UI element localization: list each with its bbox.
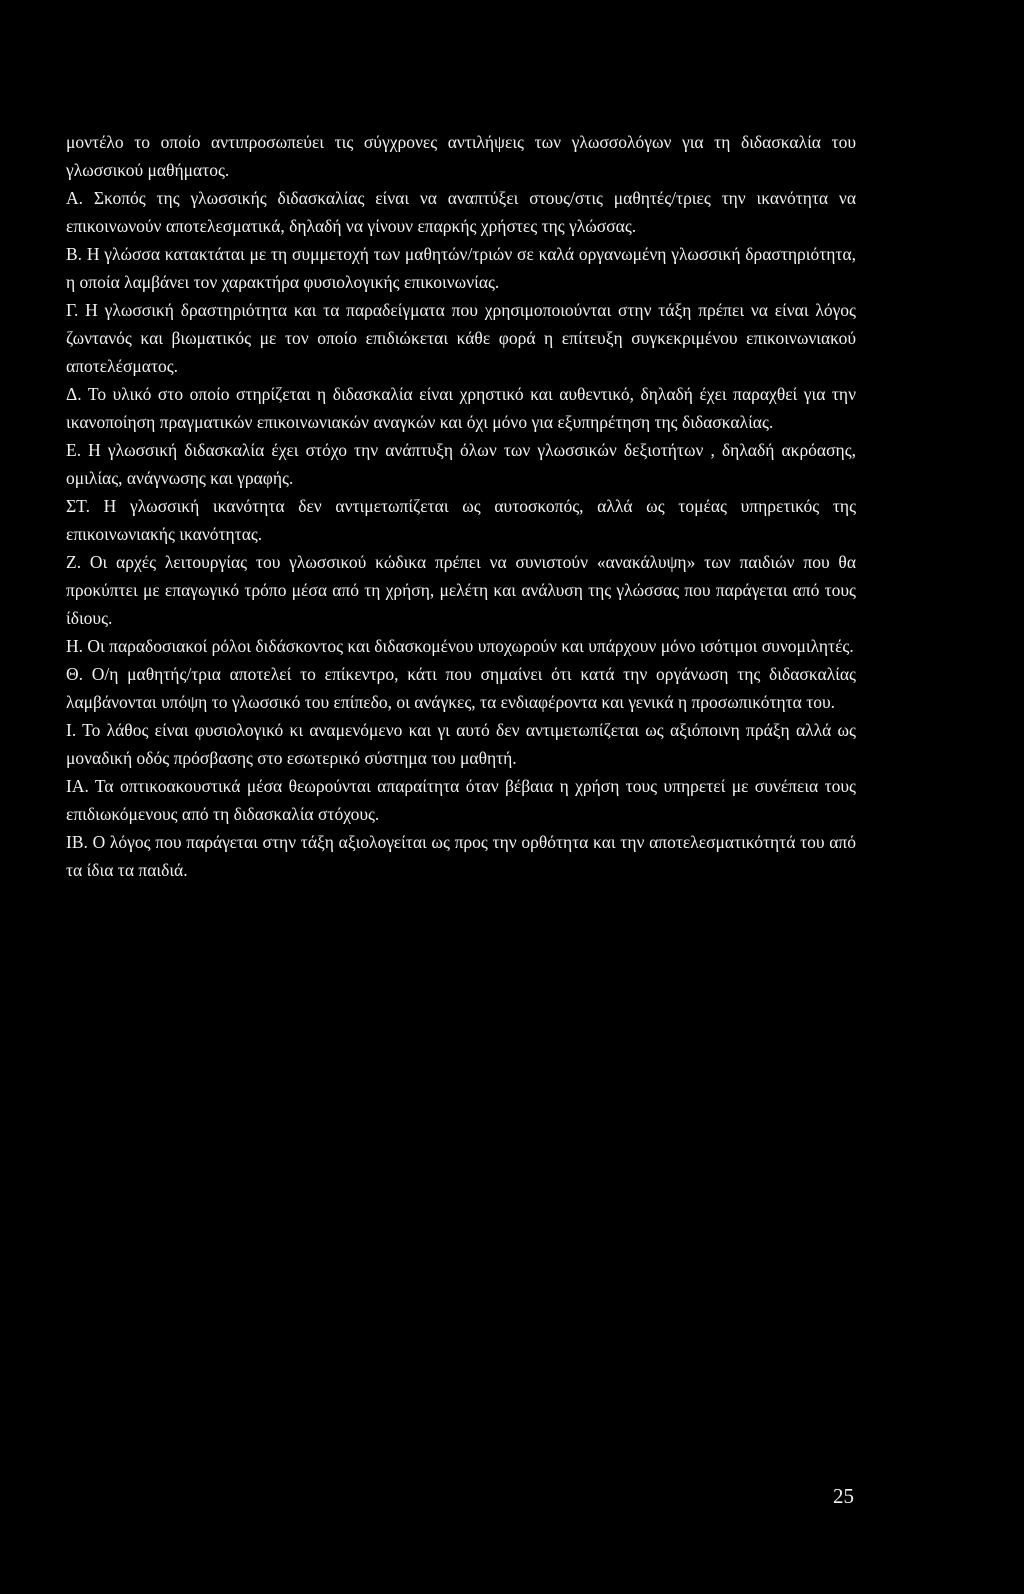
page-body-text: [66, 128, 856, 884]
paragraph-a: Α. Σκοπός της γλωσσικής διδασκαλίας είναι να αναπτύξει στους/στις μαθητές/τριες την ικανότητα να επικοινωνούν αποτελεσματικά, δηλαδή να γίνουν επαρκής χρήστες της γλώσσας.: [66, 188, 856, 236]
paragraph-ia: ΙΑ. Τα οπτικοακουστικά μέσα θεωρούνται απαραίτητα όταν βέβαια η χρήση τους υπηρετεί με συνέπεια τους επιδιωκόμενους από τη διδασκαλία στόχους.: [66, 776, 856, 824]
paragraph-z: Ζ. Οι αρχές λειτουργίας του γλωσσικού κώδικα πρέπει να συνιστούν «ανακάλυψη» των παιδιών που θα προκύπτει με επαγωγικό τρόπο μέσα από τη χρήση, μελέτη και ανάλυση της γλώσσας που παράγεται από τους ίδιους.: [66, 552, 856, 628]
paragraph-c: Γ. Η γλωσσική δραστηριότητα και τα παραδείγματα που χρησιμοποιούνται στην τάξη πρέπει να είναι λόγος ζωντανός και βιωματικός με τον οποίο επιδιώκεται κάθε φορά η επίτευξη συγκεκριμένου επικοινωνιακού αποτελέσματος.: [66, 300, 856, 376]
paragraph-e: Ε. Η γλωσσική διδασκαλία έχει στόχο την ανάπτυξη όλων των γλωσσικών δεξιοτήτων , δηλαδή ακρόασης, ομιλίας, ανάγνωσης και γραφής.: [66, 440, 856, 488]
paragraph-intro: μοντέλο το οποίο αντιπροσωπεύει τις σύγχρονες αντιλήψεις των γλωσσολόγων για τη διδασκαλία του γλωσσικού μαθήματος.: [66, 132, 856, 180]
paragraph-h: Η. Οι παραδοσιακοί ρόλοι διδάσκοντος και διδασκομένου υποχωρούν και υπάρχουν μόνο ισότιμοι συνομιλητές.: [66, 636, 854, 656]
page-number: 25: [833, 1484, 854, 1508]
paragraph-st: ΣΤ. Η γλωσσική ικανότητα δεν αντιμετωπίζεται ως αυτοσκοπός, αλλά ως τομέας υπηρετικός της επικοινωνιακής ικανότητας.: [66, 496, 856, 544]
paragraph-d: Δ. Το υλικό στο οποίο στηρίζεται η διδασκαλία είναι χρηστικό και αυθεντικό, δηλαδή έχει παραχθεί για την ικανοποίηση πραγματικών επικοινωνιακών αναγκών και όχι μόνο για εξυπηρέτηση της διδασκαλίας.: [66, 384, 856, 432]
paragraph-b: Β. Η γλώσσα κατακτάται με τη συμμετοχή των μαθητών/τριών σε καλά οργανωμένη γλωσσική δραστηριότητα, η οποία λαμβάνει τον χαρακτήρα φυσιολογικής επικοινωνίας.: [66, 244, 856, 292]
paragraph-th: Θ. Ο/η μαθητής/τρια αποτελεί το επίκεντρο, κάτι που σημαίνει ότι κατά την οργάνωση της διδασκαλίας λαμβάνονται υπόψη το γλωσσικό του επίπεδο, οι ανάγκες, τα ενδιαφέροντα και γενικά η προσωπικότητα του.: [66, 664, 856, 712]
paragraph-i: Ι. Το λάθος είναι φυσιολογικό κι αναμενόμενο και γι αυτό δεν αντιμετωπίζεται ως αξιόποινη πράξη αλλά ως μοναδική οδός πρόσβασης στο εσωτερικό σύστημα του μαθητή.: [66, 720, 856, 768]
paragraph-ib: ΙΒ. Ο λόγος που παράγεται στην τάξη αξιολογείται ως προς την ορθότητα και την αποτελεσματικότητά του από τα ίδια τα παιδιά.: [66, 832, 856, 880]
